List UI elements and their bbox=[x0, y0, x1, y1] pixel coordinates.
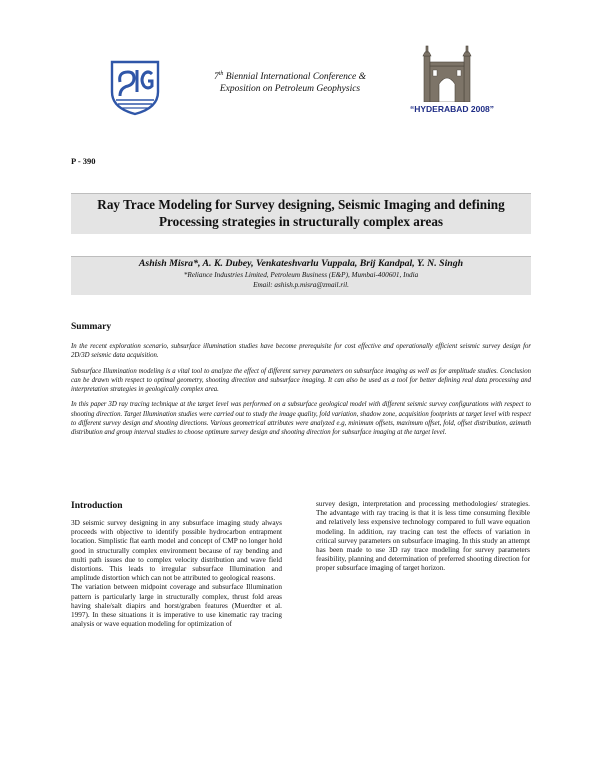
spg-logo bbox=[106, 58, 164, 116]
author-email: Email: ashish.p.misra@zmail.ril. bbox=[253, 281, 349, 289]
author-affiliation: *Reliance Industries Limited, Petroleum Business (E&P), Mumbai-400601, India bbox=[183, 271, 419, 279]
introduction-heading: Introduction bbox=[71, 501, 123, 511]
summary-paragraph: Subsurface Illumination modeling is a vital tool to analyze the effect of different survey parameters on subsurface imaging as well as for amplitude studies. Conclusion can be drawn with respect to optimal geometry, shooting direction and subsurface imaging. It can also be used as a tool for better defining real data processing and interpretation strategies in geologically complex area. bbox=[71, 367, 531, 394]
title-line-1: Ray Trace Modeling for Survey designing, Seismic Imaging and defining bbox=[97, 197, 505, 212]
introduction-paragraph: The variation between midpoint coverage and subsurface Illumination pattern is particularly large in structurally complex, thrust fold areas having shale/salt diapirs and horst/graben features (Muerdter et al. 1997). In these situations it is imperative to use kinematic ray tracing analysis or wave equation modeling for optimization of bbox=[71, 583, 282, 629]
summary-heading: Summary bbox=[71, 322, 112, 332]
introduction-column-right bbox=[316, 500, 530, 574]
title-line-2: Processing strategies in structurally complex areas bbox=[158, 214, 444, 229]
summary-paragraph: In this paper 3D ray tracing technique at the target level was performed on a subsurface geological model with different seismic survey configurations with respect to shooting direction. Target Illumination studies were carried out to study the image quality, fold variation, shadow zone, acquisition footprints at target level with respect to different survey design and shooting directions. Various geometrical attributes were analyzed e.g, minimum offsets, maximum offset, fold, offset distribution, azimuth distribution and group interval studies to choose optimum survey design and shooting direction for subsurface imaging at the target level. bbox=[71, 401, 531, 437]
introduction-paragraph: 3D seismic survey designing in any subsurface imaging study always proceeds with objective to identify possible hydrocarbon entrapment location. Simplistic flat earth model and concept of CMP no longer hold good in structurally complex environment because of ray bending and multi path issues due to complex velocity distribution and wave field distortions. This leads to irregular subsurface Illumination and amplitude distortion which can not be attributed to geological reasons. bbox=[71, 519, 282, 583]
paper-title bbox=[71, 196, 531, 230]
conference-title bbox=[190, 68, 390, 95]
conference-line-2: Exposition on Petroleum Geophysics bbox=[219, 84, 361, 95]
summary-body bbox=[71, 342, 531, 444]
conference-ordinal: 7th bbox=[213, 71, 224, 83]
paper-id: P - 390 bbox=[71, 156, 96, 166]
introduction-column-left bbox=[71, 519, 282, 629]
summary-paragraph: In the recent exploration scenario, subsurface illumination studies have become prerequisite for cost effective and operationally efficient seismic survey design for 2D/3D seismic data acquisition. bbox=[71, 343, 531, 360]
charminar-illustration bbox=[418, 42, 476, 102]
city-label: “HYDERABAD 2008” bbox=[409, 104, 495, 114]
author-names: Ashish Misra*, A. K. Dubey, Venkateshvarlu Vuppala, Brij Kandpal, Y. N. Singh bbox=[138, 258, 464, 269]
introduction-paragraph: survey design, interpretation and processing methodologies/ strategies. The advantage with ray tracing is that it is less time consuming flexible and relatively less expensive technology compared to full wave equation modeling. In addition, ray tracing can test the effects of variation in critical survey parameters on subsurface imaging. In this study an attempt has been made to use 3D ray trace modeling for survey parameters feasibility, planning and determination of preferred shooting direction for proper subsurface imaging of target horizon. bbox=[316, 500, 531, 573]
conference-line-1: Biennial International Conference & bbox=[225, 72, 367, 83]
